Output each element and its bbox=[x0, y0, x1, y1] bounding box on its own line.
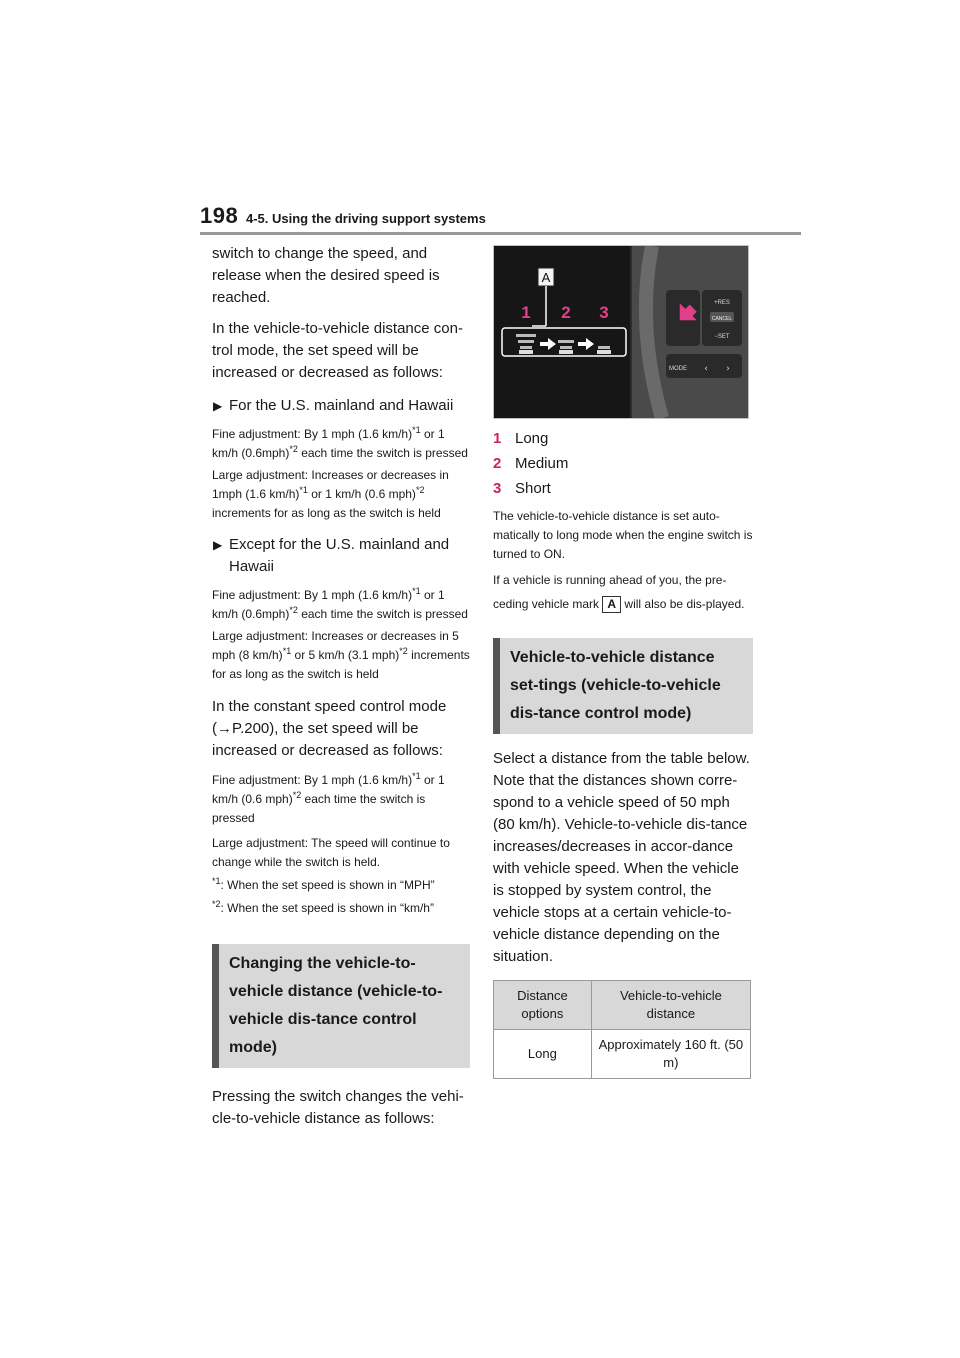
ex-large-adjustment: Large adjustment: Increases or decreases in 5 mph (8 km/h)$^{*1}$ or 5 km/h (3.1 mph)$^{*2}$ increments for as long as the switch is held bbox=[212, 629, 470, 681]
set-label: −SET bbox=[714, 334, 730, 340]
distance-medium-icon bbox=[558, 340, 574, 354]
cs-fine-adjustment: Fine adjustment: By 1 mph (1.6 km/h)$^{*1}$ or 1 km/h (0.6 mph)$^{*2}$ each time the switch is pressed bbox=[212, 771, 445, 825]
footnote-1: $^{*1}$: When the set speed is shown in “MPH” bbox=[212, 876, 435, 892]
table-cell: Approximately 160 ft. (50 m) bbox=[591, 1030, 750, 1079]
distance-long-icon bbox=[516, 334, 536, 354]
intro-text: switch to change the speed, and release when the desired speed is reached. bbox=[212, 245, 440, 306]
cancel-label: CANCEL bbox=[711, 316, 733, 322]
triangle-bullet-icon: ▶ bbox=[213, 399, 223, 413]
callout-label: A bbox=[541, 270, 551, 285]
mark-a-badge: A bbox=[602, 596, 621, 613]
cs-large-adjustment: Large adjustment: The speed will continue to change while the switch is held. bbox=[212, 836, 450, 869]
steering-wheel-rim bbox=[646, 246, 662, 418]
right-arrow-icon: › bbox=[726, 364, 730, 374]
table-header-cell: Vehicle-to-vehicle distance bbox=[591, 981, 750, 1030]
page-number: 198 bbox=[200, 203, 239, 228]
steering-wheel-switches bbox=[632, 246, 748, 418]
arrow-right-icon bbox=[578, 338, 594, 350]
ex-fine-adjustment: Fine adjustment: By 1 mph (1.6 km/h)$^{*1}$ or 1 km/h $(0.6mph)^{*2}$ each time the switch is pressed bbox=[212, 586, 468, 621]
vtv-intro-text: In the vehicle-to-vehicle distance con-trol mode, the set speed will be increased or decreased as follows: bbox=[212, 320, 463, 381]
step-1-label: 1 bbox=[521, 303, 531, 322]
left-column bbox=[212, 243, 470, 1139]
us-fine-adjustment: Fine adjustment: By 1 mph (1.6 km/h)$^{*1}$ or 1 km/h $(0.6mph)^{*2}$ each time the switch is pressed bbox=[212, 425, 468, 460]
table-cell: Long bbox=[494, 1030, 592, 1079]
list-item: 2 Medium bbox=[493, 455, 569, 472]
footnote-2: $^{*2}$: When the set speed is shown in “km/h” bbox=[212, 899, 434, 915]
left-arrow-icon: ‹ bbox=[704, 364, 708, 374]
distance-table bbox=[493, 980, 751, 1079]
bullet-except-label: Except for the U.S. mainland and Hawaii bbox=[229, 536, 450, 575]
section-title: 4-5. Using the driving support systems bbox=[246, 211, 486, 226]
table-header-row bbox=[494, 981, 751, 1030]
list-item: 3 Short bbox=[493, 480, 551, 497]
bullet-us-label: For the U.S. mainland and Hawaii bbox=[229, 397, 454, 414]
mode-label: MODE bbox=[669, 366, 687, 372]
table-header-cell: Distance options bbox=[494, 981, 592, 1030]
auto-long-note: The vehicle-to-vehicle distance is set auto-matically to long mode when the engine switch is turned to ON. bbox=[493, 509, 753, 561]
constant-mode-text: In the constant speed control mode (→P.200), the set speed will be increased or decreased as follows: bbox=[212, 698, 447, 759]
us-large-adjustment: Large adjustment: Increases or decreases in 1mph (1.6 km/h)$^{*1}$ or 1 km/h (0.6 mph)$^{*2}$ increments for as long as the switch is held bbox=[212, 468, 449, 520]
select-distance-text: Select a distance from the table below. Note that the distances shown corre-spond to a vehicle speed of 50 mph (80 km/h). Vehicle-to-vehicle dis-tance increases/decreases in accor-dance with vehicle speed. When the vehicle is stopped by system control, the vehicle stops at a certain vehicle-to-vehicle distance depending on the situation. bbox=[493, 750, 750, 965]
distance-short-icon bbox=[597, 346, 611, 354]
arrow-right-icon bbox=[540, 338, 556, 350]
step-2-label: 2 bbox=[561, 303, 571, 322]
list-item: 1 Long bbox=[493, 430, 549, 447]
steering-wheel-diagram bbox=[632, 246, 748, 418]
distance-steps-list bbox=[493, 426, 753, 501]
distance-steps-diagram bbox=[494, 246, 630, 418]
preceding-vehicle-note: If a vehicle is running ahead of you, the pre-ceding vehicle mark A will also be dis-played. bbox=[493, 573, 745, 611]
heading-distance-settings: Vehicle-to-vehicle distance set-tings (vehicle-to-vehicle dis-tance control mode) bbox=[493, 638, 753, 734]
triangle-bullet-icon: ▶ bbox=[213, 538, 223, 552]
bullet-us bbox=[212, 395, 470, 417]
res-label: +RES bbox=[714, 300, 730, 306]
distance-mode-panel bbox=[494, 246, 630, 418]
table-row bbox=[494, 1030, 751, 1079]
header-rule bbox=[200, 232, 801, 235]
right-column bbox=[493, 245, 753, 1079]
heading-changing-distance: Changing the vehicle-to-vehicle distance (vehicle-to-vehicle dis-tance control mode) bbox=[212, 944, 470, 1068]
bullet-except bbox=[212, 534, 470, 578]
pressing-text: Pressing the switch changes the vehi-cle-to-vehicle distance as follows: bbox=[212, 1088, 464, 1127]
steering-switch-illustration bbox=[493, 245, 749, 419]
step-3-label: 3 bbox=[599, 303, 609, 322]
